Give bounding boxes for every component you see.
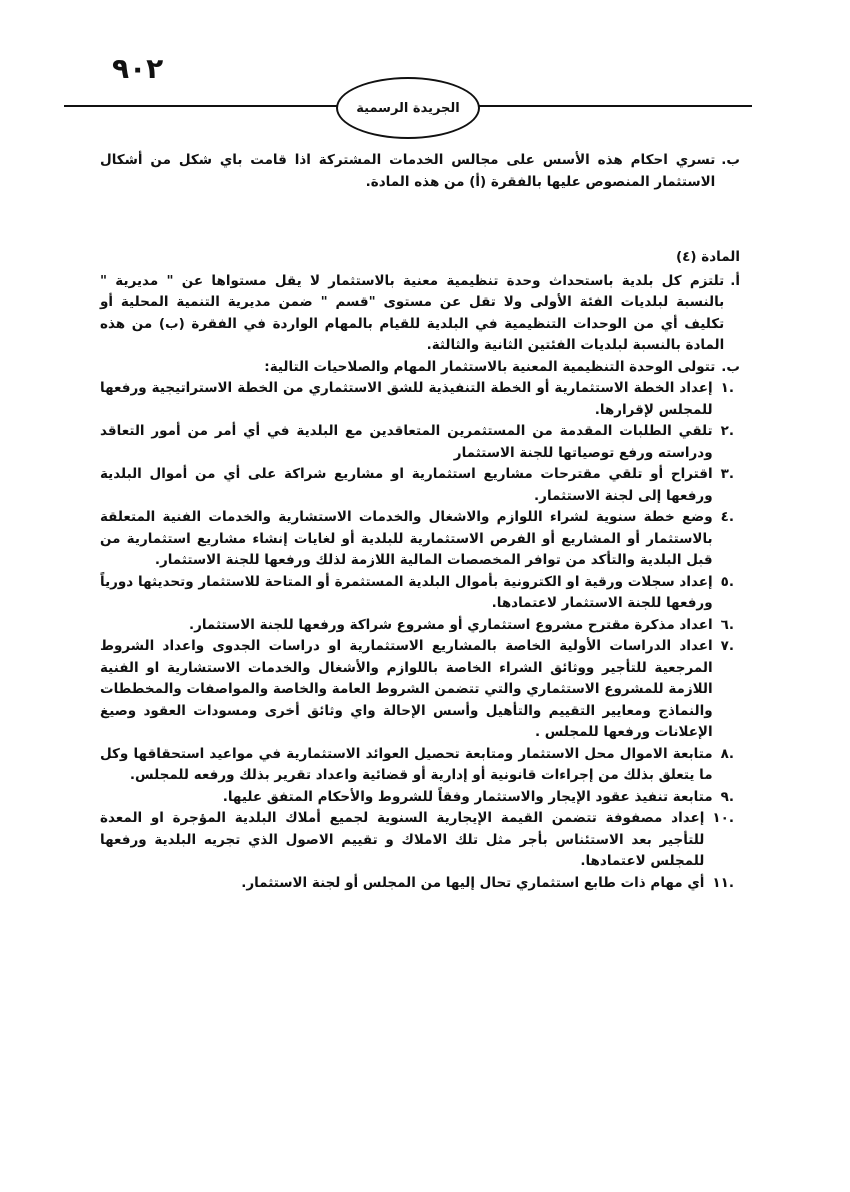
item-text: اقتراح أو تلقي مقترحات مشاريع استثمارية او مشاريع شراكة على أي من أموال البلدية ورفعها إلى لجنة الاستثمار. bbox=[100, 466, 713, 504]
paragraph-text: تسري احكام هذه الأسس على مجالس الخدمات المشتركة اذا قامت باي شكل من أشكال الاستثمار المنصوص عليها بالفقرة (أ) من هذه المادة. bbox=[100, 152, 716, 190]
item-text: تلقي الطلبات المقدمة من المستثمرين المتعاقدين مع البلدية في أي أمر من أمور التعاقد ودراسته ورفع توصياتها للجنة الاستثمار bbox=[100, 423, 713, 461]
list-item bbox=[100, 507, 734, 572]
paragraph-marker: ب. bbox=[721, 152, 740, 168]
item-number: .٨ bbox=[720, 745, 734, 762]
list-item bbox=[100, 808, 734, 873]
paragraph-text: تتولى الوحدة التنظيمية المعنية بالاستثمار المهام والصلاحيات التالية: bbox=[264, 358, 716, 375]
page-number: ٩٠٢ bbox=[112, 52, 164, 85]
item-text: إعداد سجلات ورقية او الكترونية بأموال البلدية المستثمرة أو المتاحة للاستثمار وتحديثها دورياً ورفعها للجنة الاستثمار لاعتمادها. bbox=[100, 573, 713, 611]
item-number: .١١ bbox=[712, 874, 734, 891]
list-item bbox=[100, 464, 734, 507]
list-item bbox=[100, 636, 734, 744]
item-text: اعداد مذكرة مقترح مشروع استثماري أو مشروع شراكة ورفعها للجنة الاستثمار. bbox=[188, 616, 713, 633]
list-item bbox=[100, 615, 734, 637]
item-number: .٩ bbox=[720, 788, 734, 805]
list-item bbox=[100, 378, 734, 421]
item-text: متابعة تنفيذ عقود الإيجار والاستثمار وفقاً للشروط والأحكام المتفق عليها. bbox=[222, 788, 713, 805]
list-item bbox=[100, 787, 734, 809]
item-text: إعداد الخطة الاستثمارية أو الخطة التنفيذية للشق الاستثماري من الخطة الاستراتيجية ورفعها للمجلس لإقرارها. bbox=[100, 380, 713, 418]
item-text: إعداد مصفوفة تتضمن القيمة الإيجارية السنوية لجميع أملاك البلدية المؤجرة او المعدة للتأجير بعد الاستئناس بأجر مثل تلك الاملاك و تقييم الاصول الذي تجريه البلدية ورفعها للمجلس لاعتمادها. bbox=[100, 810, 705, 869]
item-number: .٦ bbox=[720, 616, 734, 633]
list-item bbox=[100, 744, 734, 787]
gazette-header-oval bbox=[336, 77, 480, 139]
article-heading: المادة (٤) bbox=[675, 249, 740, 265]
item-number: .٣ bbox=[720, 466, 734, 482]
duties-list bbox=[100, 378, 740, 894]
item-text: وضع خطة سنوية لشراء اللوازم والاشغال والخدمات الاستشارية والخدمات الفنية المتعلقة بالاستثمار أو المشاريع أو الفرص الاستثمارية للبلدية أو لغايات إنشاء مشاريع استثمارية من قبل البلدية والتأكد من توافر المخصصات المالية اللازمة لذلك ورفعها للجنة الاستثمار. bbox=[100, 509, 713, 568]
item-number: .٥ bbox=[720, 573, 734, 590]
item-text: أي مهام ذات طابع استثماري تحال إليها من المجلس أو لجنة الاستثمار. bbox=[241, 874, 705, 891]
item-number: .١٠ bbox=[712, 810, 734, 826]
item-text: متابعة الاموال محل الاستثمار ومتابعة تحصيل العوائد الاستثمارية في مواعيد استحقاقها وكل ما يتعلق بذلك من إجراءات قانونية أو إدارية أو قضائية واعداد تقرير بذلك ورفعه للمجلس. bbox=[100, 745, 713, 783]
document-body bbox=[100, 150, 740, 894]
item-number: .٤ bbox=[720, 509, 734, 525]
paragraph-text: تلتزم كل بلدية باستحداث وحدة تنظيمية معنية بالاستثمار لا يقل مستواها عن " مديرية " بالنسبة لبلديات الفئة الأولى ولا تقل عن مستوى "قسم " ضمن مديرية التنمية المحلية أو تكليف أي من الوحدات التنظيمية في البلدية للقيام بالمهام الواردة في الفقرة (ب) من هذه المادة بالنسبة لبلديات الفئتين الثانية والثالثة. bbox=[100, 272, 725, 353]
article-paragraph-a bbox=[100, 271, 740, 357]
item-text: اعداد الدراسات الأولية الخاصة بالمشاريع الاستثمارية او دراسات الجدوى واعداد الشروط المرجعية للتأجير ووثائق الشراء الخاصة باللوازم والأشغال والخدمات الاستشارية او الفنية اللازمة للمشروع الاستثماري والتي تتضمن الشروط العامة والخاصة والمواصفات والمخططات والنماذج ومعايير التقييم والتأهيل وأسس الإحالة واي وثائق أخرى ومسودات العقود وصيغ الإعلانات ورفعها للمجلس . bbox=[100, 638, 713, 740]
spacer bbox=[100, 193, 740, 247]
article-paragraph-b bbox=[100, 357, 740, 379]
gazette-title: الجريدة الرسمية bbox=[356, 100, 460, 116]
list-item bbox=[100, 572, 734, 615]
paragraph-marker: ب. bbox=[721, 358, 740, 375]
paragraph-marker: أ. bbox=[730, 272, 740, 289]
intro-paragraph bbox=[100, 150, 740, 193]
item-number: .٧ bbox=[720, 638, 734, 654]
item-number: .١ bbox=[720, 380, 734, 396]
list-item bbox=[100, 421, 734, 464]
list-item bbox=[100, 873, 734, 895]
item-number: .٢ bbox=[720, 423, 734, 439]
